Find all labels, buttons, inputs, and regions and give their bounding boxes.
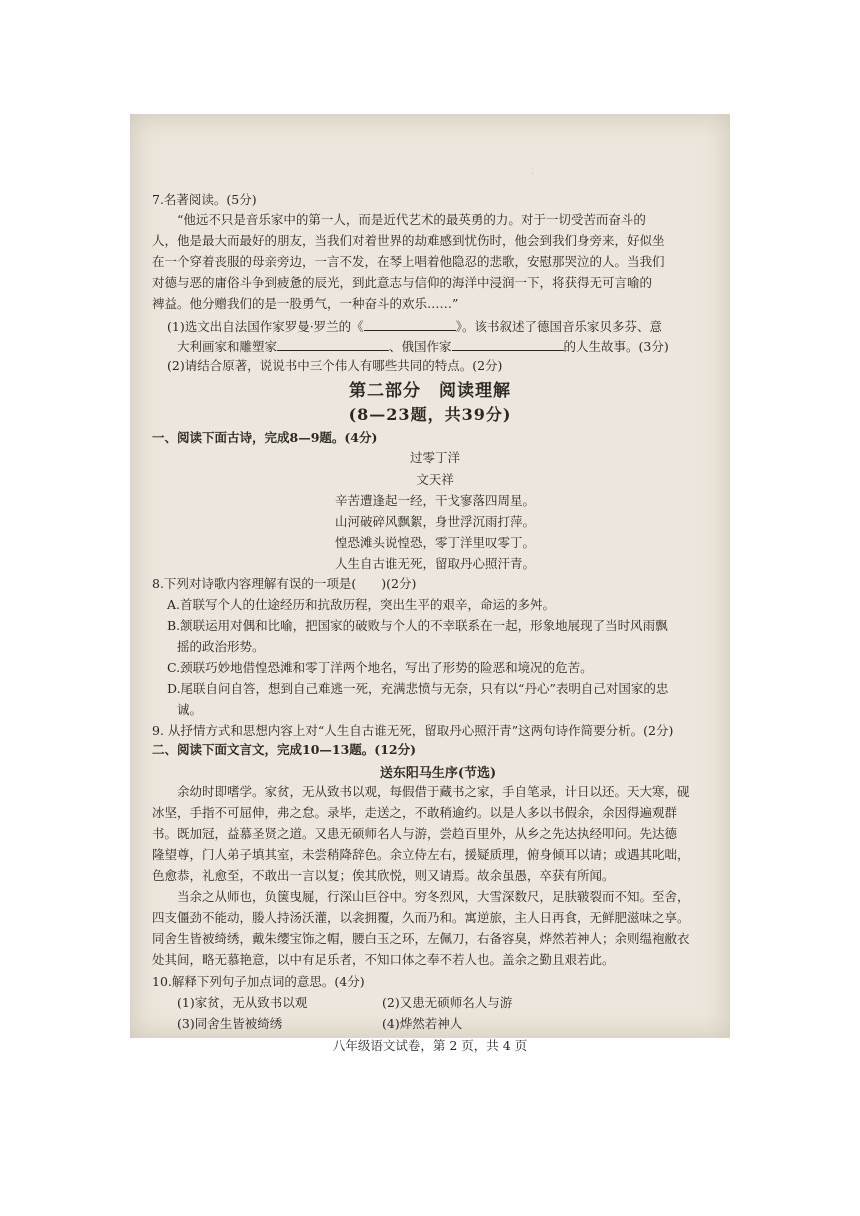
poem-line: 山河破碎风飘絮，身世浮沉雨打萍。	[334, 514, 535, 529]
q8-option-d-cont: 诚。	[177, 702, 203, 717]
prose-line: 书。既加冠，益慕圣贤之道。又患无硕师名人与游，尝趋百里外，从乡之先达执经叩问。先达德	[152, 826, 678, 841]
q7-sub2: (2)请结合原著，说说书中三个伟人有哪些共同的特点。(2分)	[167, 358, 503, 373]
q7-sub1-text: 大利画家和雕塑家	[177, 339, 278, 354]
q7-quote-line: 对德与恶的庸俗斗争到疲惫的辰光，到此意志与信仰的海洋中浸润一下，将获得无可言喻的	[152, 275, 653, 290]
q8-stem: 8.下列对诗歌内容理解有误的一项是( )(2分)	[152, 576, 417, 591]
section1-header: 一、阅读下面古诗，完成8—9题。(4分)	[152, 430, 378, 445]
q7-sub1-line1	[167, 318, 662, 335]
prose-line: 四支僵劲不能动，媵人持汤沃灌，以衾拥覆，久而乃和。寓逆旅，主人日再食，无鲜肥滋味之享。	[152, 910, 690, 925]
part2-title: 第二部分 阅读理解	[349, 381, 511, 401]
page-footer: 八年级语文试卷，第 2 页，共 4 页	[332, 1038, 528, 1053]
q8-option-c: C.颈联巧妙地借惶恐滩和零丁洋两个地名，写出了形势的险恶和境况的危苦。	[167, 660, 593, 675]
q7-quote-line: 裨益。他分赠我们的是一股勇气，一种奋斗的欢乐……”	[152, 296, 459, 311]
prose-title: 送东阳马生序(节选)	[379, 766, 497, 781]
q8-option-b-cont: 摇的政治形势。	[177, 639, 265, 654]
q8-option-b: B.颔联运用对偶和比喻，把国家的破败与个人的不幸联系在一起，形象地展现了当时风雨飘	[167, 618, 668, 633]
part2-subtitle: (8—23题，共39分)	[348, 405, 512, 424]
q9-stem: 9. 从抒情方式和思想内容上对“人生自古谁无死，留取丹心照汗青”这两句诗作简要分析。(2分)	[152, 723, 674, 738]
prose-line: 色愈恭，礼愈至，不敢出一言以复；俟其欣悦，则又请焉。故余虽愚，卒获有所闻。	[152, 868, 615, 883]
q7-header: 7.名著阅读。(5分)	[152, 192, 257, 207]
prose-line: 余幼时即嗜学。家贫，无从致书以观，每假借于藏书之家，手自笔录，计日以还。天大寒，砚	[177, 784, 690, 799]
bleed-through-mark: ：	[530, 164, 613, 177]
q8-option-a: A.首联写个人的仕途经历和抗敌历程，突出生平的艰辛，命运的多舛。	[167, 597, 556, 612]
section2-header: 二、阅读下面文言文，完成10—13题。(12分)	[152, 742, 417, 757]
q8-option-d: D.尾联自问自答，想到自己难逃一死，充满悲愤与无奈，只有以“丹心”表明自己对国家的忠	[167, 681, 669, 696]
q7-sub1-text: 的人生故事。(3分)	[563, 339, 669, 354]
q7-quote-line: “他远不只是音乐家中的第一人，而是近代艺术的最英勇的力。对于一切受苦而奋斗的	[177, 212, 646, 227]
q10-item: (1)家贫，无从致书以观	[177, 995, 308, 1010]
q7-sub1-text: 、俄国作家	[389, 339, 452, 354]
q10-item: (2)又患无硕师名人与游	[382, 995, 513, 1010]
painter-name-blank[interactable]	[277, 338, 389, 351]
q7-quote-line: 人，他是最大而最好的朋友，当我们对着世界的劫难感到忧伤时，他会到我们身旁来，好似坐	[152, 233, 665, 248]
q10-stem: 10.解释下列句子加点词的意思。(4分)	[152, 974, 365, 989]
prose-line: 处其间，略无慕艳意，以中有足乐者，不知口体之奉不若人也。盖余之勤且艰若此。	[152, 952, 615, 967]
prose-line: 当余之从师也，负箧曳屣，行深山巨谷中。穷冬烈风，大雪深数尺，足肤皲裂而不知。至舍，	[177, 889, 690, 904]
exam-page	[130, 114, 730, 1053]
poem-line: 惶恐滩头说惶恐，零丁洋里叹零丁。	[334, 535, 535, 550]
poem-line: 人生自古谁无死，留取丹心照汗青。	[334, 556, 535, 571]
poem-author: 文天祥	[416, 472, 454, 487]
poem-title: 过零丁洋	[409, 450, 460, 465]
poem-line: 辛苦遭逢起一经，干戈寥落四周星。	[334, 493, 535, 508]
prose-line: 冰坚，手指不可屈伸，弗之怠。录毕，走送之，不敢稍逾约。以是人多以书假余，余因得遍观群	[152, 805, 678, 820]
book-title-blank[interactable]	[364, 318, 456, 331]
q7-sub1-line2	[177, 338, 669, 355]
prose-line: 隆望尊，门人弟子填其室，未尝稍降辞色。余立侍左右，援疑质理，俯身倾耳以请；或遇其叱咄，	[152, 847, 690, 862]
q10-item: (4)烨然若神人	[382, 1016, 463, 1031]
q7-sub1-text: 》。该书叙述了德国音乐家贝多芬、意	[455, 319, 662, 334]
q7-quote-line: 在一个穿着丧服的母亲旁边，一言不发，在琴上唱着他隐忍的悲歌，安慰那哭泣的人。当我们	[152, 254, 665, 269]
q7-sub1-text: (1)选文出自法国作家罗曼·罗兰的《	[167, 319, 364, 334]
q10-item: (3)同舍生皆被绮绣	[177, 1016, 283, 1031]
prose-line: 同舍生皆被绮绣，戴朱缨宝饰之帽，腰白玉之环，左佩刀，右备容臭，烨然若神人；余则缊袍敝衣	[152, 931, 690, 946]
writer-name-blank[interactable]	[452, 338, 564, 351]
